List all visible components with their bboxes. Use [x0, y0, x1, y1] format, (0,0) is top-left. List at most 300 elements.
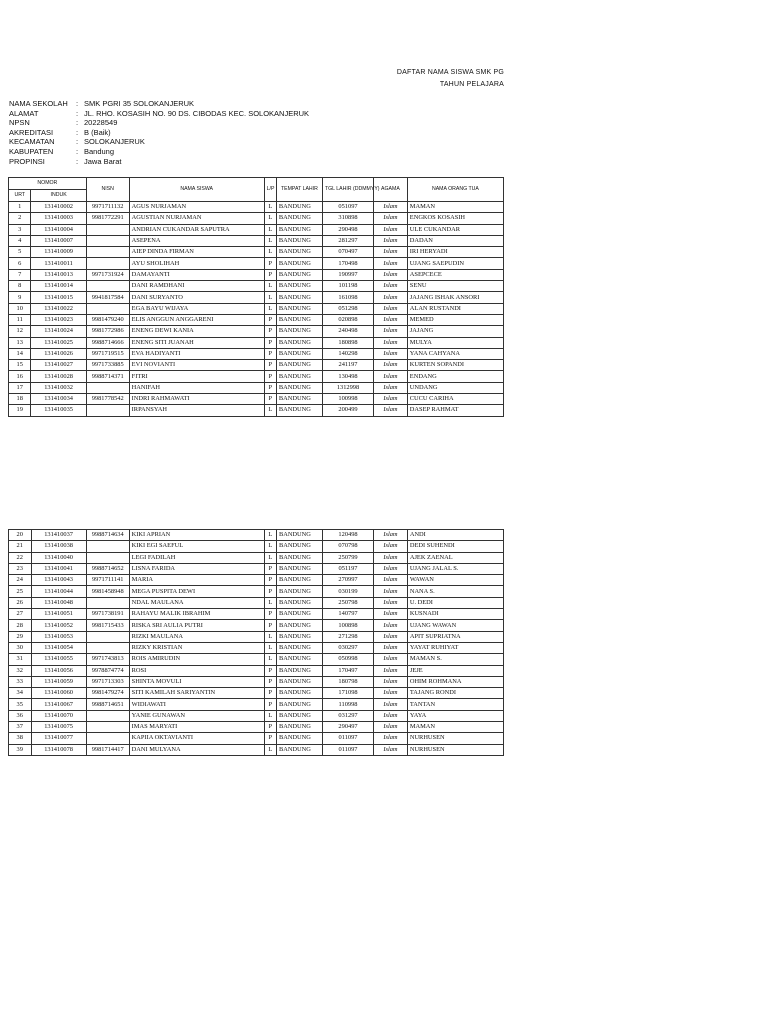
cell-nisn	[86, 710, 129, 721]
cell-tgl-lahir: 180898	[322, 337, 373, 348]
cell-lp: L	[264, 224, 276, 235]
cell-nama-siswa: RIZKI MAULANA	[129, 631, 264, 642]
cell-lp: P	[264, 314, 276, 325]
cell-lp: L	[264, 631, 276, 642]
cell-tgl-lahir: 070798	[322, 541, 373, 552]
cell-agama: Islam	[374, 563, 408, 574]
cell-agama: Islam	[374, 235, 408, 246]
cell-nisn: 9981714417	[86, 744, 129, 755]
cell-agama: Islam	[374, 292, 408, 303]
cell-nama-siswa: RISKA SRI AULIA PUTRI	[129, 620, 264, 631]
table-row	[9, 552, 504, 563]
cell-agama: Islam	[374, 314, 408, 325]
info-label: KABUPATEN	[9, 146, 54, 156]
cell-urt: 34	[9, 688, 32, 699]
cell-nama-siswa: MEGA PUSPITA DEWI	[129, 586, 264, 597]
cell-nama-siswa: ENENG SITI JUANAH	[129, 337, 264, 348]
cell-urt: 21	[9, 541, 32, 552]
cell-tgl-lahir: 290497	[322, 722, 373, 733]
cell-tempat-lahir: BANDUNG	[276, 303, 322, 314]
cell-urt: 8	[9, 281, 31, 292]
cell-tgl-lahir: 031297	[322, 710, 373, 721]
cell-lp: L	[264, 303, 276, 314]
cell-agama: Islam	[374, 213, 408, 224]
cell-nisn	[86, 552, 129, 563]
cell-lp: L	[264, 597, 276, 608]
cell-tempat-lahir: BANDUNG	[276, 224, 322, 235]
cell-nama-siswa: WIDIAWATI	[129, 699, 264, 710]
cell-tempat-lahir: BANDUNG	[276, 688, 322, 699]
cell-urt: 17	[9, 382, 31, 393]
cell-induk: 131410023	[31, 314, 86, 325]
cell-tgl-lahir: 050998	[322, 654, 373, 665]
cell-lp: P	[264, 258, 276, 269]
cell-lp: P	[264, 722, 276, 733]
cell-nisn: 9988714652	[86, 563, 129, 574]
cell-tgl-lahir: 011097	[322, 733, 373, 744]
cell-nisn: 9971719515	[86, 348, 129, 359]
cell-nisn: 9981458948	[86, 586, 129, 597]
cell-nama-orang-tua: JEJE	[407, 665, 503, 676]
table-row	[9, 722, 504, 733]
cell-induk: 131410052	[31, 620, 86, 631]
cell-tgl-lahir: 190997	[322, 269, 373, 280]
table-row	[9, 303, 504, 314]
cell-induk: 131410024	[31, 326, 86, 337]
cell-tempat-lahir: BANDUNG	[276, 348, 322, 359]
cell-urt: 7	[9, 269, 31, 280]
cell-nisn: 9981772986	[86, 326, 129, 337]
cell-nama-orang-tua: ASEPCECE	[407, 269, 503, 280]
cell-agama: Islam	[374, 688, 408, 699]
cell-agama: Islam	[374, 575, 408, 586]
cell-tgl-lahir: 101198	[322, 281, 373, 292]
cell-nama-orang-tua: MEMED	[407, 314, 503, 325]
cell-nama-orang-tua: UJANG SAEPUDIN	[407, 258, 503, 269]
cell-nama-siswa: RAHAYU MALIK IBRAHIM	[129, 609, 264, 620]
table-body-2	[9, 530, 504, 756]
cell-agama: Islam	[374, 258, 408, 269]
cell-nisn: 9981772291	[86, 213, 129, 224]
cell-nisn: 9941817584	[86, 292, 129, 303]
cell-nama-orang-tua: TAJANG RONDI	[407, 688, 503, 699]
cell-nama-siswa: ELIS ANGGUN ANGGARENI	[129, 314, 264, 325]
cell-nama-orang-tua: AJEK ZAENAL	[407, 552, 503, 563]
cell-nisn	[86, 642, 129, 653]
cell-agama: Islam	[374, 654, 408, 665]
cell-lp: P	[264, 699, 276, 710]
cell-nisn	[86, 382, 129, 393]
cell-agama: Islam	[374, 710, 408, 721]
cell-nama-siswa: KIKI EGI SAEFUL	[129, 541, 264, 552]
table-row	[9, 371, 504, 382]
cell-induk: 131410054	[31, 642, 86, 653]
cell-tgl-lahir: 051097	[322, 202, 373, 213]
cell-urt: 31	[9, 654, 32, 665]
table-row	[9, 654, 504, 665]
cell-induk: 131410044	[31, 586, 86, 597]
cell-tgl-lahir: 1312998	[322, 382, 373, 393]
cell-tgl-lahir: 180798	[322, 676, 373, 687]
cell-nama-siswa: NDAL MAULANA	[129, 597, 264, 608]
cell-tempat-lahir: BANDUNG	[276, 541, 322, 552]
cell-agama: Islam	[374, 348, 408, 359]
cell-induk: 131410032	[31, 382, 86, 393]
cell-agama: Islam	[374, 586, 408, 597]
info-separator: :	[76, 156, 79, 166]
cell-nisn: 9971711141	[86, 575, 129, 586]
header-nomor: NOMOR	[9, 178, 87, 190]
cell-induk: 131410003	[31, 213, 86, 224]
cell-nama-siswa: IMAS MARYATI	[129, 722, 264, 733]
cell-urt: 20	[9, 530, 32, 541]
cell-tempat-lahir: BANDUNG	[276, 258, 322, 269]
header-induk: INDUK	[31, 190, 86, 202]
table-row	[9, 586, 504, 597]
cell-induk: 131410041	[31, 563, 86, 574]
cell-urt: 22	[9, 552, 32, 563]
info-separator: :	[76, 146, 79, 156]
info-separator: :	[76, 118, 79, 128]
cell-nama-orang-tua: IRI HERYADI	[407, 247, 503, 258]
table-row	[9, 744, 504, 755]
table-row	[9, 360, 504, 371]
info-row	[9, 118, 309, 128]
cell-lp: L	[264, 642, 276, 653]
cell-lp: P	[264, 575, 276, 586]
cell-urt: 26	[9, 597, 32, 608]
cell-nisn	[86, 631, 129, 642]
cell-urt: 18	[9, 394, 31, 405]
cell-lp: P	[264, 326, 276, 337]
cell-agama: Islam	[374, 269, 408, 280]
cell-nama-siswa: EGA BAYU WIJAYA	[129, 303, 264, 314]
cell-induk: 131410077	[31, 733, 86, 744]
info-value: JL. RHO. KOSASIH NO. 90 DS. CIBODAS KEC. SOLOKANJERUK	[84, 108, 310, 118]
cell-agama: Islam	[374, 360, 408, 371]
cell-tempat-lahir: BANDUNG	[276, 552, 322, 563]
cell-nisn	[86, 247, 129, 258]
cell-nisn	[86, 235, 129, 246]
cell-nama-orang-tua: OHIM ROHMANA	[407, 676, 503, 687]
cell-lp: L	[264, 654, 276, 665]
cell-urt: 4	[9, 235, 31, 246]
cell-tgl-lahir: 100998	[322, 394, 373, 405]
cell-induk: 131410070	[31, 710, 86, 721]
cell-urt: 2	[9, 213, 31, 224]
cell-nama-orang-tua: UJANG WAWAN	[407, 620, 503, 631]
document-title: DAFTAR NAMA SISWA SMK PG	[396, 69, 504, 76]
cell-tempat-lahir: BANDUNG	[276, 665, 322, 676]
cell-nama-siswa: EVA HADIYANTI	[129, 348, 264, 359]
cell-lp: P	[264, 360, 276, 371]
table-row	[9, 382, 504, 393]
cell-nama-orang-tua: KURTEN SOPANDI	[407, 360, 503, 371]
cell-nama-orang-tua: JAJANG	[407, 326, 503, 337]
cell-tempat-lahir: BANDUNG	[276, 631, 322, 642]
cell-tgl-lahir: 270997	[322, 575, 373, 586]
cell-induk: 131410051	[31, 609, 86, 620]
header-tgl-lahir: TGL LAHIR (DDMMYY)	[322, 178, 373, 202]
cell-urt: 39	[9, 744, 32, 755]
cell-urt: 9	[9, 292, 31, 303]
cell-tgl-lahir: 110998	[322, 699, 373, 710]
info-value: Bandung	[84, 146, 115, 156]
cell-nama-orang-tua: NANA S.	[407, 586, 503, 597]
cell-nama-orang-tua: MAMAN S.	[407, 654, 503, 665]
info-value: 20228549	[84, 118, 118, 128]
cell-urt: 5	[9, 247, 31, 258]
cell-nama-siswa: MARIA	[129, 575, 264, 586]
cell-nisn	[86, 303, 129, 314]
cell-agama: Islam	[374, 665, 408, 676]
cell-tgl-lahir: 250799	[322, 552, 373, 563]
header-agama: AGAMA	[374, 178, 408, 202]
cell-tgl-lahir: 140797	[322, 609, 373, 620]
cell-nisn	[86, 733, 129, 744]
cell-tempat-lahir: BANDUNG	[276, 235, 322, 246]
cell-lp: P	[264, 620, 276, 631]
cell-nama-orang-tua: YANA CAHYANA	[407, 348, 503, 359]
cell-agama: Islam	[374, 552, 408, 563]
cell-nisn: 9978874774	[86, 665, 129, 676]
cell-urt: 13	[9, 337, 31, 348]
header-lp: L/P	[264, 178, 276, 202]
cell-nisn: 9988714634	[86, 530, 129, 541]
cell-nama-orang-tua: UJANG JALAL S.	[407, 563, 503, 574]
cell-nama-siswa: AGUS NURJAMAN	[129, 202, 264, 213]
cell-tgl-lahir: 170497	[322, 665, 373, 676]
cell-agama: Islam	[374, 394, 408, 405]
cell-induk: 131410037	[31, 530, 86, 541]
cell-agama: Islam	[374, 224, 408, 235]
cell-agama: Islam	[374, 620, 408, 631]
cell-lp: L	[264, 202, 276, 213]
cell-nama-siswa: KIKI APRIAN	[129, 530, 264, 541]
cell-agama: Islam	[374, 281, 408, 292]
cell-tgl-lahir: 241197	[322, 360, 373, 371]
table-row	[9, 235, 504, 246]
cell-lp: P	[264, 609, 276, 620]
cell-nama-siswa: HANIFAH	[129, 382, 264, 393]
cell-nama-siswa: AYU SHOLIHAH	[129, 258, 264, 269]
cell-tgl-lahir: 171098	[322, 688, 373, 699]
cell-nisn: 9981715433	[86, 620, 129, 631]
table-row	[9, 258, 504, 269]
cell-tgl-lahir: 030297	[322, 642, 373, 653]
cell-nama-orang-tua: ALAN RUSTANDI	[407, 303, 503, 314]
cell-tempat-lahir: BANDUNG	[276, 314, 322, 325]
cell-nisn: 9988714666	[86, 337, 129, 348]
cell-tgl-lahir: 281297	[322, 235, 373, 246]
cell-nama-orang-tua: U. DEDI	[407, 597, 503, 608]
info-label: ALAMAT	[9, 108, 39, 118]
cell-agama: Islam	[374, 303, 408, 314]
student-table-1	[8, 177, 504, 417]
cell-nama-siswa: AGUSTIAN NURJAMAN	[129, 213, 264, 224]
cell-tgl-lahir: 161098	[322, 292, 373, 303]
info-label: PROPINSI	[9, 156, 45, 166]
cell-tgl-lahir: 051298	[322, 303, 373, 314]
cell-nama-orang-tua: CUCU CARIHA	[407, 394, 503, 405]
cell-induk: 131410007	[31, 235, 86, 246]
cell-tempat-lahir: BANDUNG	[276, 620, 322, 631]
cell-urt: 15	[9, 360, 31, 371]
cell-nisn	[86, 258, 129, 269]
cell-induk: 131410028	[31, 371, 86, 382]
cell-nama-orang-tua: ULE CUKANDAR	[407, 224, 503, 235]
cell-tgl-lahir: 100898	[322, 620, 373, 631]
cell-induk: 131410015	[31, 292, 86, 303]
table-row	[9, 224, 504, 235]
cell-lp: L	[264, 292, 276, 303]
cell-agama: Islam	[374, 699, 408, 710]
cell-nama-siswa: YANIE GUNAWAN	[129, 710, 264, 721]
cell-tgl-lahir: 240498	[322, 326, 373, 337]
cell-induk: 131410022	[31, 303, 86, 314]
cell-nama-siswa: RIZKY KRISTIAN	[129, 642, 264, 653]
cell-tempat-lahir: BANDUNG	[276, 371, 322, 382]
cell-lp: P	[264, 382, 276, 393]
info-separator: :	[76, 127, 79, 137]
cell-nisn: 9988714651	[86, 699, 129, 710]
table-row	[9, 202, 504, 213]
cell-induk: 131410034	[31, 394, 86, 405]
info-value: SOLOKANJERUK	[84, 137, 145, 147]
table-row	[9, 563, 504, 574]
cell-agama: Islam	[374, 597, 408, 608]
table-row	[9, 213, 504, 224]
cell-urt: 35	[9, 699, 32, 710]
cell-nama-orang-tua: TANTAN	[407, 699, 503, 710]
cell-lp: P	[264, 394, 276, 405]
cell-induk: 131410078	[31, 744, 86, 755]
info-separator: :	[76, 99, 79, 108]
cell-tempat-lahir: BANDUNG	[276, 247, 322, 258]
cell-lp: L	[264, 235, 276, 246]
table-row	[9, 575, 504, 586]
cell-lp: P	[264, 348, 276, 359]
cell-urt: 16	[9, 371, 31, 382]
table-row	[9, 541, 504, 552]
cell-tgl-lahir: 170498	[322, 258, 373, 269]
cell-agama: Islam	[374, 631, 408, 642]
cell-agama: Islam	[374, 541, 408, 552]
cell-urt: 19	[9, 405, 31, 416]
cell-tgl-lahir: 140298	[322, 348, 373, 359]
cell-nama-orang-tua: APIT SUPRIATNA	[407, 631, 503, 642]
cell-lp: P	[264, 688, 276, 699]
cell-lp: P	[264, 563, 276, 574]
cell-tgl-lahir: 130498	[322, 371, 373, 382]
cell-urt: 38	[9, 733, 32, 744]
cell-agama: Islam	[374, 722, 408, 733]
cell-lp: L	[264, 552, 276, 563]
info-row	[9, 157, 309, 167]
cell-urt: 3	[9, 224, 31, 235]
info-separator: :	[76, 137, 79, 147]
cell-urt: 10	[9, 303, 31, 314]
cell-nisn: 9988714371	[86, 371, 129, 382]
cell-tempat-lahir: BANDUNG	[276, 360, 322, 371]
info-row	[9, 109, 309, 119]
cell-nisn	[86, 405, 129, 416]
cell-tempat-lahir: BANDUNG	[276, 597, 322, 608]
cell-nama-siswa: AIEP DINDA FIRMAN	[129, 247, 264, 258]
cell-lp: P	[264, 733, 276, 744]
table-row	[9, 609, 504, 620]
cell-nama-siswa: ENENG DEWI KANIA	[129, 326, 264, 337]
cell-tempat-lahir: BANDUNG	[276, 642, 322, 653]
cell-urt: 29	[9, 631, 32, 642]
info-value: B (Baik)	[84, 127, 111, 137]
cell-lp: L	[264, 213, 276, 224]
cell-urt: 32	[9, 665, 32, 676]
cell-induk: 131410027	[31, 360, 86, 371]
cell-tempat-lahir: BANDUNG	[276, 326, 322, 337]
table-row	[9, 337, 504, 348]
cell-tgl-lahir: 200499	[322, 405, 373, 416]
cell-nama-orang-tua: NURHUSEN	[407, 733, 503, 744]
cell-nisn	[86, 597, 129, 608]
cell-agama: Islam	[374, 337, 408, 348]
cell-induk: 131410048	[31, 597, 86, 608]
cell-nama-siswa: SITI KAMILAH SARIYANTIN	[129, 688, 264, 699]
header-nama-siswa: NAMA SISWA	[129, 178, 264, 202]
cell-nisn	[86, 722, 129, 733]
cell-nama-orang-tua: ENGKOS KOSASIH	[407, 213, 503, 224]
header-urt: URT	[9, 190, 31, 202]
cell-induk: 131410067	[31, 699, 86, 710]
cell-induk: 131410014	[31, 281, 86, 292]
cell-tempat-lahir: BANDUNG	[276, 586, 322, 597]
cell-nama-siswa: ROSI	[129, 665, 264, 676]
info-separator: :	[76, 108, 79, 118]
cell-agama: Islam	[374, 247, 408, 258]
info-row	[9, 137, 309, 147]
cell-induk: 131410040	[31, 552, 86, 563]
cell-urt: 11	[9, 314, 31, 325]
cell-lp: L	[264, 247, 276, 258]
cell-nisn: 9981479240	[86, 314, 129, 325]
cell-agama: Islam	[374, 676, 408, 687]
cell-nama-orang-tua: JAJANG ISHAK ANSORI	[407, 292, 503, 303]
cell-induk: 131410075	[31, 722, 86, 733]
cell-nama-orang-tua: YAYA	[407, 710, 503, 721]
cell-tempat-lahir: BANDUNG	[276, 394, 322, 405]
table-row	[9, 292, 504, 303]
cell-tgl-lahir: 271298	[322, 631, 373, 642]
cell-urt: 23	[9, 563, 32, 574]
cell-induk: 131410038	[31, 541, 86, 552]
table-row	[9, 394, 504, 405]
cell-nama-orang-tua: DADAN	[407, 235, 503, 246]
cell-nama-siswa: FITRI	[129, 371, 264, 382]
cell-induk: 131410056	[31, 665, 86, 676]
info-label: AKREDITASI	[9, 127, 54, 137]
cell-induk: 131410004	[31, 224, 86, 235]
table-row	[9, 269, 504, 280]
cell-urt: 25	[9, 586, 32, 597]
cell-urt: 1	[9, 202, 31, 213]
cell-induk: 131410043	[31, 575, 86, 586]
cell-nama-siswa: ASEPENA	[129, 235, 264, 246]
table-row	[9, 699, 504, 710]
cell-tempat-lahir: BANDUNG	[276, 563, 322, 574]
cell-induk: 131410011	[31, 258, 86, 269]
cell-nama-siswa: INDRI RAHMAWATI	[129, 394, 264, 405]
cell-nisn: 9971711132	[86, 202, 129, 213]
